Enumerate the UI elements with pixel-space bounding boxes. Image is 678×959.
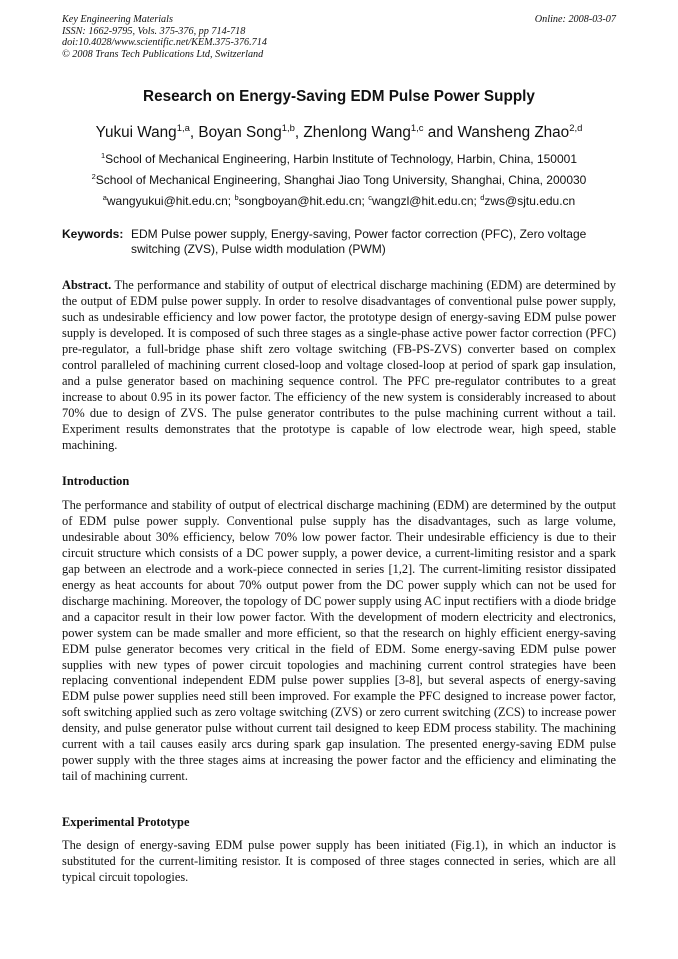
affiliation-1 (0, 152, 678, 166)
author-sep: and (423, 124, 458, 141)
email-sup: a (102, 193, 107, 202)
email-sup: b (234, 193, 239, 202)
affiliation-sup: 2 (91, 172, 96, 181)
email-list (0, 194, 678, 208)
abstract-label: Abstract. (62, 278, 112, 292)
email-sup: c (368, 193, 372, 202)
email: songboyan@hit.edu.cn; (238, 194, 369, 208)
author-sup: 1,b (281, 122, 295, 134)
doi-line: doi:10.4028/www.scientific.net/KEM.375-376.714 (62, 37, 267, 49)
journal-header (62, 14, 616, 60)
author-name: Yukui Wang (95, 124, 177, 141)
email: wangyukui@hit.edu.cn; (106, 194, 235, 208)
affiliation-text: School of Mechanical Engineering, Shanghai Jiao Tong University, Shanghai, China, 200030 (95, 173, 587, 187)
author-sup: 1,c (410, 122, 424, 134)
author-sep: , (294, 124, 304, 141)
journal-name: Key Engineering Materials (62, 14, 173, 25)
author-name: Zhenlong Wang (303, 124, 411, 141)
paper-title: Research on Energy-Saving EDM Pulse Power Supply (143, 88, 535, 105)
email: zws@sjtu.edu.cn (484, 194, 576, 208)
author-list (0, 124, 678, 142)
introduction-text: The performance and stability of output of electrical discharge machining (EDM) are determined by the output of EDM pulse power supply. Conventional pulse supply has the disadvantages, such as large volume, undesirable about 30% efficiency, below 70% low power factor. Their undesirable efficiency is due to their circuit structure which consists of a DC power supply, a power device, a current-limiting resistor and a spark gap between an electrode and a work-piece connected in series [1,2]. The current-limiting resistor dissipated energy as heat accounts for about 70% output power from the DC power supply which can not be used for discharge machining. Moreover, the topology of DC power supply using AC input rectifiers with a diode bridge and a capacitor result in their low power factor. With the development of modern electricity and electronics, power system can be made smaller and more efficient, so that the research on highly efficient energy-saving EDM pulse generator becomes very critical in the field of EDM. Some energy-saving EDM pulse power supplies with new types of power circuit topologies and machining current control strategies have been replacing conventional independent EDM pulse power supplies [3-8], but several aspects of energy-saving EDM pulse power supplies need still been improved. For example the PFC designed to increase power factor, soft switching applied such as zero voltage switching (ZVS) or zero current switching (ZCS) to increase power density, and pulse generator pulse without current tail designed to keep EDM process stability. The machining current with a tail causes easily arcs during spark gap insulation. The presented energy-saving EDM pulse power supply with the three stages aims at increasing the power factor and the efficiency and eliminating the tail of machining current. (62, 498, 616, 784)
keywords-label: Keywords: (62, 227, 124, 241)
author-sup: 1,a (176, 122, 190, 134)
experimental-heading: Experimental Prototype (62, 815, 190, 829)
issn-line: ISSN: 1662-9795, Vols. 375-376, pp 714-718 (62, 25, 246, 37)
email: wangzl@hit.edu.cn; (371, 194, 481, 208)
introduction-heading: Introduction (62, 474, 130, 488)
keywords-text: EDM Pulse power supply, Energy-saving, Power factor correction (PFC), Zero voltage switching (ZVS), Pulse width modulation (PWM) (131, 227, 587, 256)
author-name: Boyan Song (198, 124, 282, 141)
abstract-text: The performance and stability of output of electrical discharge machining (EDM) are determined by the output of EDM pulse power supply. In order to resolve disadvantages of conventional pulse power supply, such as undesirable efficiency and low power factor, the prototype design of energy-saving EDM pulse power supply is developed. It is composed of such three stages as a single-phase active power factor correction (PFC) pre-regulator, a full-bridge phase shift zero voltage switching (FB-PS-ZVS) converter based on complex control paralleled of machining current closed-loop and voltage closed-loop at period of spark gap insulation, and a pulse generator based on machining sequence control. The PFC pre-regulator contributes to a great increase to about 0.95 in its power factor. The efficiency of the new system is considerably increased to about 70% due to design of ZVS. The pulse generator contributes to the pulse machining current without a tail. Experiment results demonstrates that the prototype is capable of low electrode wear, high speed, stable machining. (62, 278, 616, 452)
copyright-line: © 2008 Trans Tech Publications Ltd, Switzerland (62, 48, 264, 60)
online-date: Online: 2008-03-07 (534, 14, 616, 25)
abstract (62, 278, 616, 453)
author-name: Wansheng Zhao (457, 124, 570, 141)
affiliation-sup: 1 (101, 151, 106, 160)
experimental-text: The design of energy-saving EDM pulse power supply has been initiated (Fig.1), in which an inductor is substituted for the current-limiting resistor. It is composed of three stages connected in series, which are all typical circuit topologies. (62, 838, 616, 884)
author-sup: 2,d (569, 122, 583, 134)
affiliation-2 (0, 173, 678, 187)
affiliation-text: School of Mechanical Engineering, Harbin Institute of Technology, Harbin, China, 150001 (105, 152, 577, 166)
email-sup: d (480, 193, 485, 202)
author-sep: , (189, 124, 199, 141)
